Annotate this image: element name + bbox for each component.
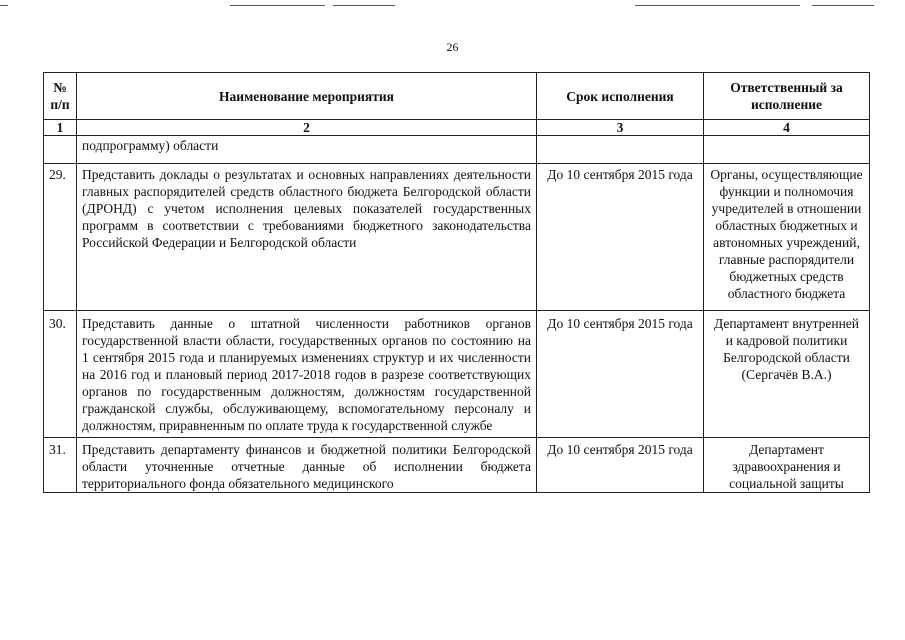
column-number: 1 bbox=[44, 120, 77, 136]
event-name: Представить доклады о результатах и основных направлениях деятельности главных распорядителей средств областного бюджета Белгородской области (ДРОНД) с учетом исполнения целевых показателей государственных программ в соответствии с требованиями бюджетного законодательства Российской Федерации и Белгородской области bbox=[77, 164, 537, 311]
column-number-row bbox=[44, 120, 870, 136]
scan-artifact-line bbox=[333, 5, 395, 6]
header-deadline: Срок исполнения bbox=[537, 73, 704, 120]
scan-artifact-line bbox=[635, 5, 800, 6]
row-number: 31. bbox=[44, 438, 77, 493]
table-row bbox=[44, 164, 870, 311]
header-num: № п/п bbox=[44, 73, 77, 120]
continuation-text: подпрограмму) области bbox=[77, 136, 537, 164]
row-number: 29. bbox=[44, 164, 77, 311]
column-number: 2 bbox=[77, 120, 537, 136]
page-number: 26 bbox=[446, 40, 459, 54]
event-deadline: До 10 сентября 2015 года bbox=[537, 438, 704, 493]
event-name: Представить департаменту финансов и бюджетной политики Белгородской области уточненные отчетные данные об исполнении бюджета территориального фонда обязательного медицинского bbox=[77, 438, 537, 493]
column-number: 4 bbox=[704, 120, 870, 136]
table-cell-empty bbox=[44, 136, 77, 164]
column-number: 3 bbox=[537, 120, 704, 136]
table-cell-empty bbox=[537, 136, 704, 164]
row-number: 30. bbox=[44, 311, 77, 438]
event-responsible: Департамент внутренней и кадровой политики Белгородской области (Сергачёв В.А.) bbox=[704, 311, 870, 438]
table-row bbox=[44, 438, 870, 493]
event-deadline: До 10 сентября 2015 года bbox=[537, 164, 704, 311]
event-deadline: До 10 сентября 2015 года bbox=[537, 311, 704, 438]
event-name: Представить данные о штатной численности работников органов государственной власти области, государственных органов по состоянию на 1 сентября 2015 года и планируемых изменениях структур и их численности на 2016 год и плановый период 2017-2018 годов в разрезе соответствующих органов по государственным должностям, должностям государственной гражданской службы, обслуживающему, вспомогательному персоналу и должностям, приравненным по оплате труда к государственной службе bbox=[77, 311, 537, 438]
table-cell-empty bbox=[704, 136, 870, 164]
table-row bbox=[44, 311, 870, 438]
header-row bbox=[44, 73, 870, 120]
scan-artifact-line bbox=[230, 5, 325, 6]
event-responsible: Департамент здравоохранения и социальной защиты bbox=[704, 438, 870, 493]
scan-artifact-line bbox=[812, 5, 874, 6]
continuation-row bbox=[44, 136, 870, 164]
header-responsible: Ответственный за исполнение bbox=[704, 73, 870, 120]
scan-artifact-line bbox=[0, 5, 8, 6]
events-table bbox=[43, 72, 870, 493]
header-name: Наименование мероприятия bbox=[77, 73, 537, 120]
event-responsible: Органы, осуществляющие функции и полномочия учредителей в отношении областных бюджетных и автономных учреждений, главные распорядители бюджетных средств областного бюджета bbox=[704, 164, 870, 311]
